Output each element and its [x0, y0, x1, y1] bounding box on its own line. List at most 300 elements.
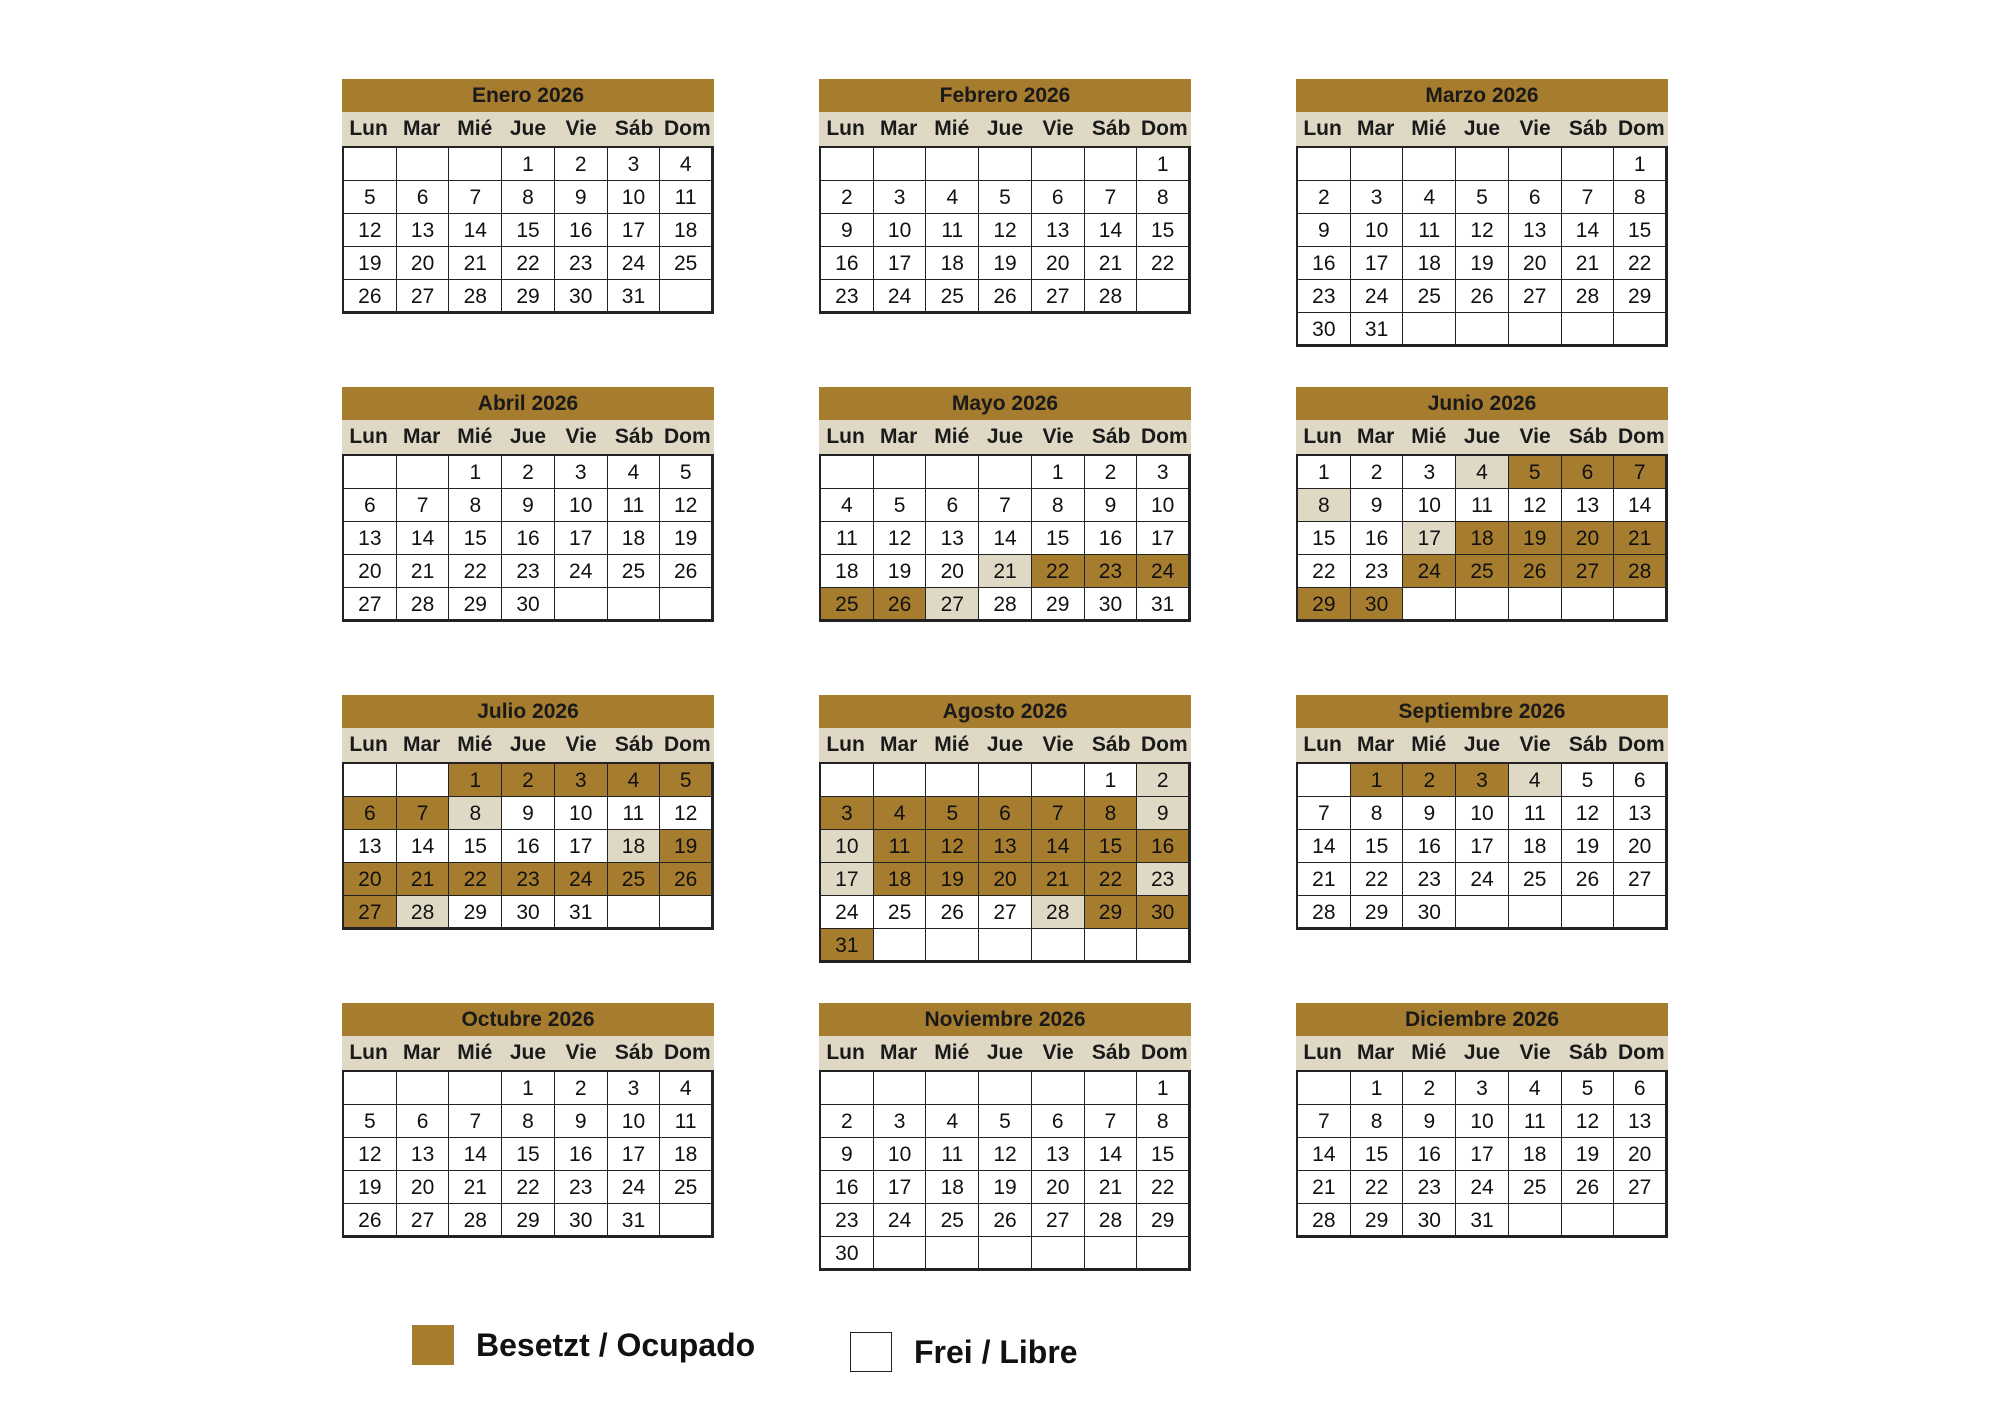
empty-day-cell	[660, 896, 713, 929]
day-cell: 12	[979, 214, 1032, 247]
day-cell: 19	[1562, 1138, 1615, 1171]
day-cell: 5	[344, 181, 397, 214]
day-cell: 6	[979, 797, 1032, 830]
day-cell: 19	[874, 555, 927, 588]
day-cell: 12	[926, 830, 979, 863]
day-cell: 6	[344, 797, 397, 830]
month-day-grid	[1296, 1070, 1668, 1238]
day-cell: 20	[344, 863, 397, 896]
day-cell: 10	[1137, 489, 1190, 522]
day-cell: 27	[397, 280, 450, 313]
empty-day-cell	[1614, 1204, 1667, 1237]
day-cell: 12	[874, 522, 927, 555]
weekday-label: Mar	[1357, 1041, 1395, 1064]
day-cell: 6	[1562, 456, 1615, 489]
day-cell: 28	[1085, 1204, 1138, 1237]
day-cell: 12	[344, 214, 397, 247]
day-cell: 13	[1562, 489, 1615, 522]
week-row	[1298, 148, 1667, 181]
weekday-label: Mar	[1357, 117, 1395, 140]
day-cell: 5	[660, 764, 713, 797]
day-cell: 21	[1298, 1171, 1351, 1204]
day-cell: 7	[1298, 1105, 1351, 1138]
empty-day-cell	[1456, 148, 1509, 181]
empty-day-cell	[1456, 588, 1509, 621]
week-row	[344, 247, 713, 280]
empty-day-cell	[1032, 1237, 1085, 1270]
weekday-label: Sáb	[614, 117, 654, 140]
day-cell: 22	[502, 1171, 555, 1204]
weekday-label: Lun	[1303, 425, 1342, 448]
empty-day-cell	[397, 148, 450, 181]
day-cell: 8	[1614, 181, 1667, 214]
month-day-grid	[819, 1070, 1191, 1271]
day-cell: 13	[1509, 214, 1562, 247]
day-cell: 4	[660, 1072, 713, 1105]
weekday-label: Dom	[1140, 733, 1188, 756]
week-row	[821, 522, 1190, 555]
week-row	[821, 181, 1190, 214]
day-cell: 17	[1137, 522, 1190, 555]
day-cell: 27	[344, 588, 397, 621]
weekday-label: Vie	[565, 117, 597, 140]
empty-day-cell	[1032, 1072, 1085, 1105]
weekday-label: Sáb	[1091, 733, 1131, 756]
month-calendar	[1296, 695, 1668, 930]
weekday-label: Sáb	[614, 425, 654, 448]
day-cell: 17	[874, 1171, 927, 1204]
day-cell: 19	[660, 522, 713, 555]
day-cell: 29	[1137, 1204, 1190, 1237]
empty-day-cell	[1562, 148, 1615, 181]
day-cell: 14	[1032, 830, 1085, 863]
day-cell: 27	[1032, 1204, 1085, 1237]
weekday-label: Vie	[1519, 425, 1551, 448]
weekday-label: Mié	[457, 733, 493, 756]
empty-day-cell	[449, 148, 502, 181]
empty-day-cell	[660, 588, 713, 621]
day-cell: 1	[1085, 764, 1138, 797]
week-row	[821, 830, 1190, 863]
day-cell: 2	[1085, 456, 1138, 489]
day-cell: 20	[397, 247, 450, 280]
day-cell: 21	[1085, 1171, 1138, 1204]
day-cell: 18	[821, 555, 874, 588]
day-cell: 7	[397, 489, 450, 522]
day-cell: 18	[874, 863, 927, 896]
day-cell: 18	[926, 247, 979, 280]
day-cell: 15	[1137, 214, 1190, 247]
day-cell: 15	[1085, 830, 1138, 863]
month-calendar	[342, 1003, 714, 1238]
day-cell: 29	[449, 896, 502, 929]
day-cell: 28	[449, 280, 502, 313]
month-day-grid	[342, 1070, 714, 1238]
weekday-label: Lun	[349, 425, 388, 448]
weekday-label: Mié	[457, 1041, 493, 1064]
weekday-label: Dom	[1617, 1041, 1665, 1064]
day-cell: 20	[1032, 247, 1085, 280]
empty-day-cell	[874, 1072, 927, 1105]
empty-day-cell	[1456, 313, 1509, 346]
day-cell: 22	[1351, 1171, 1404, 1204]
day-cell: 23	[1137, 863, 1190, 896]
day-cell: 2	[821, 181, 874, 214]
day-cell: 10	[1403, 489, 1456, 522]
month-title: Noviembre 2026	[819, 1003, 1191, 1036]
day-cell: 5	[1562, 764, 1615, 797]
weekday-label: Mar	[403, 117, 441, 140]
day-cell: 10	[608, 181, 661, 214]
day-cell: 11	[1403, 214, 1456, 247]
day-cell: 11	[1509, 797, 1562, 830]
day-cell: 17	[1403, 522, 1456, 555]
weekday-label: Mar	[403, 1041, 441, 1064]
day-cell: 26	[1562, 863, 1615, 896]
day-cell: 30	[1403, 896, 1456, 929]
weekday-label: Mar	[403, 425, 441, 448]
month-day-grid	[1296, 762, 1668, 930]
weekday-label: Dom	[1617, 733, 1665, 756]
day-cell: 23	[1403, 1171, 1456, 1204]
week-row	[344, 1138, 713, 1171]
day-cell: 14	[1085, 1138, 1138, 1171]
month-calendar	[1296, 79, 1668, 347]
day-cell: 27	[1614, 1171, 1667, 1204]
day-cell: 31	[1137, 588, 1190, 621]
weekday-label: Sáb	[614, 733, 654, 756]
empty-day-cell	[979, 1237, 1032, 1270]
weekday-label: Dom	[663, 425, 711, 448]
week-row	[1298, 555, 1667, 588]
day-cell: 3	[608, 1072, 661, 1105]
day-cell: 22	[1032, 555, 1085, 588]
day-cell: 3	[608, 148, 661, 181]
day-cell: 6	[1032, 1105, 1085, 1138]
week-row	[1298, 830, 1667, 863]
week-row	[344, 280, 713, 313]
day-cell: 2	[1351, 456, 1404, 489]
day-cell: 30	[555, 1204, 608, 1237]
weekday-label: Vie	[1042, 117, 1074, 140]
empty-day-cell	[1137, 1237, 1190, 1270]
empty-day-cell	[608, 588, 661, 621]
day-cell: 7	[1614, 456, 1667, 489]
day-cell: 26	[660, 555, 713, 588]
day-cell: 11	[608, 797, 661, 830]
day-cell: 26	[979, 1204, 1032, 1237]
empty-day-cell	[1614, 313, 1667, 346]
weekday-label: Lun	[1303, 1041, 1342, 1064]
day-cell: 19	[344, 1171, 397, 1204]
weekday-label: Dom	[1140, 117, 1188, 140]
weekday-label: Mié	[934, 1041, 970, 1064]
week-row	[344, 797, 713, 830]
day-cell: 9	[1403, 1105, 1456, 1138]
day-cell: 11	[926, 214, 979, 247]
empty-day-cell	[821, 764, 874, 797]
day-cell: 25	[926, 1204, 979, 1237]
day-cell: 1	[1351, 764, 1404, 797]
day-cell: 26	[344, 1204, 397, 1237]
week-row	[344, 522, 713, 555]
day-cell: 5	[874, 489, 927, 522]
month-title: Junio 2026	[1296, 387, 1668, 420]
week-row	[344, 830, 713, 863]
day-cell: 30	[821, 1237, 874, 1270]
day-cell: 25	[821, 588, 874, 621]
day-cell: 13	[926, 522, 979, 555]
day-cell: 18	[608, 522, 661, 555]
month-calendar	[819, 387, 1191, 622]
week-row	[1298, 181, 1667, 214]
day-cell: 19	[926, 863, 979, 896]
day-cell: 25	[660, 1171, 713, 1204]
weekday-label: Jue	[986, 1041, 1024, 1064]
empty-day-cell	[926, 148, 979, 181]
empty-day-cell	[1614, 896, 1667, 929]
week-row	[344, 1105, 713, 1138]
weekday-label: Mié	[934, 117, 970, 140]
day-cell: 17	[821, 863, 874, 896]
day-cell: 7	[449, 181, 502, 214]
day-cell: 25	[608, 863, 661, 896]
day-cell: 27	[344, 896, 397, 929]
day-cell: 16	[502, 522, 555, 555]
day-cell: 26	[1456, 280, 1509, 313]
day-cell: 26	[1562, 1171, 1615, 1204]
day-cell: 8	[1137, 1105, 1190, 1138]
weekday-label: Lun	[1303, 733, 1342, 756]
day-cell: 12	[660, 797, 713, 830]
month-title: Agosto 2026	[819, 695, 1191, 728]
week-row	[344, 555, 713, 588]
day-cell: 21	[1562, 247, 1615, 280]
day-cell: 13	[344, 522, 397, 555]
weekday-label: Jue	[986, 733, 1024, 756]
month-day-grid	[342, 454, 714, 622]
day-cell: 23	[1298, 280, 1351, 313]
day-cell: 3	[1456, 764, 1509, 797]
day-cell: 28	[1562, 280, 1615, 313]
day-cell: 24	[555, 863, 608, 896]
day-cell: 18	[926, 1171, 979, 1204]
day-cell: 22	[1614, 247, 1667, 280]
day-cell: 6	[1614, 764, 1667, 797]
day-cell: 16	[555, 214, 608, 247]
day-cell: 22	[502, 247, 555, 280]
weekday-label: Sáb	[614, 1041, 654, 1064]
day-cell: 15	[502, 214, 555, 247]
day-cell: 4	[926, 181, 979, 214]
day-cell: 18	[1403, 247, 1456, 280]
day-cell: 10	[555, 797, 608, 830]
month-calendar	[342, 695, 714, 930]
day-cell: 16	[1351, 522, 1404, 555]
day-cell: 27	[1562, 555, 1615, 588]
week-row	[344, 1204, 713, 1237]
day-cell: 11	[608, 489, 661, 522]
weekday-label: Jue	[509, 117, 547, 140]
day-cell: 1	[449, 456, 502, 489]
weekday-label: Dom	[1617, 425, 1665, 448]
empty-day-cell	[926, 1072, 979, 1105]
day-cell: 8	[1351, 797, 1404, 830]
day-cell: 12	[344, 1138, 397, 1171]
day-cell: 14	[1085, 214, 1138, 247]
day-cell: 26	[1509, 555, 1562, 588]
day-cell: 1	[1137, 148, 1190, 181]
day-cell: 21	[397, 555, 450, 588]
empty-day-cell	[926, 456, 979, 489]
month-day-grid	[819, 146, 1191, 314]
month-day-grid	[819, 454, 1191, 622]
day-cell: 1	[1032, 456, 1085, 489]
empty-day-cell	[344, 764, 397, 797]
day-cell: 26	[926, 896, 979, 929]
day-cell: 23	[821, 280, 874, 313]
day-cell: 1	[1351, 1072, 1404, 1105]
day-cell: 6	[397, 181, 450, 214]
day-cell: 16	[1403, 1138, 1456, 1171]
day-cell: 24	[874, 280, 927, 313]
empty-day-cell	[1085, 148, 1138, 181]
day-cell: 14	[397, 830, 450, 863]
weekday-label: Jue	[1463, 425, 1501, 448]
empty-day-cell	[1298, 1072, 1351, 1105]
empty-day-cell	[660, 1204, 713, 1237]
day-cell: 16	[502, 830, 555, 863]
weekday-label: Mié	[1411, 733, 1447, 756]
day-cell: 16	[821, 247, 874, 280]
day-cell: 12	[1562, 797, 1615, 830]
weekday-header-row	[342, 420, 714, 454]
day-cell: 5	[926, 797, 979, 830]
day-cell: 9	[1085, 489, 1138, 522]
weekday-label: Vie	[565, 1041, 597, 1064]
week-row	[344, 489, 713, 522]
day-cell: 2	[502, 456, 555, 489]
day-cell: 14	[1298, 1138, 1351, 1171]
day-cell: 2	[555, 148, 608, 181]
day-cell: 17	[1456, 830, 1509, 863]
weekday-label: Mié	[1411, 117, 1447, 140]
day-cell: 3	[821, 797, 874, 830]
day-cell: 19	[1562, 830, 1615, 863]
day-cell: 9	[502, 489, 555, 522]
weekday-label: Vie	[565, 733, 597, 756]
day-cell: 22	[1298, 555, 1351, 588]
week-row	[821, 797, 1190, 830]
week-row	[1298, 588, 1667, 621]
weekday-label: Vie	[1519, 117, 1551, 140]
day-cell: 6	[344, 489, 397, 522]
day-cell: 26	[344, 280, 397, 313]
day-cell: 4	[1456, 456, 1509, 489]
week-row	[344, 456, 713, 489]
day-cell: 20	[397, 1171, 450, 1204]
weekday-header-row	[1296, 112, 1668, 146]
empty-day-cell	[1509, 148, 1562, 181]
weekday-label: Sáb	[1568, 1041, 1608, 1064]
week-row	[821, 1171, 1190, 1204]
week-row	[344, 588, 713, 621]
day-cell: 11	[874, 830, 927, 863]
empty-day-cell	[1085, 1237, 1138, 1270]
day-cell: 4	[1403, 181, 1456, 214]
day-cell: 15	[1351, 1138, 1404, 1171]
week-row	[1298, 764, 1667, 797]
day-cell: 16	[1137, 830, 1190, 863]
weekday-label: Jue	[509, 425, 547, 448]
day-cell: 29	[1298, 588, 1351, 621]
day-cell: 9	[1403, 797, 1456, 830]
day-cell: 9	[821, 1138, 874, 1171]
day-cell: 21	[1032, 863, 1085, 896]
empty-day-cell	[397, 1072, 450, 1105]
day-cell: 5	[1562, 1072, 1615, 1105]
week-row	[821, 555, 1190, 588]
day-cell: 10	[608, 1105, 661, 1138]
day-cell: 28	[1298, 1204, 1351, 1237]
day-cell: 31	[608, 1204, 661, 1237]
day-cell: 7	[1298, 797, 1351, 830]
day-cell: 30	[555, 280, 608, 313]
weekday-label: Lun	[349, 1041, 388, 1064]
day-cell: 16	[1403, 830, 1456, 863]
week-row	[1298, 280, 1667, 313]
day-cell: 25	[926, 280, 979, 313]
day-cell: 2	[1137, 764, 1190, 797]
day-cell: 14	[1562, 214, 1615, 247]
day-cell: 13	[979, 830, 1032, 863]
day-cell: 29	[449, 588, 502, 621]
day-cell: 3	[874, 181, 927, 214]
day-cell: 4	[926, 1105, 979, 1138]
weekday-label: Dom	[663, 1041, 711, 1064]
day-cell: 21	[1085, 247, 1138, 280]
day-cell: 23	[502, 863, 555, 896]
day-cell: 6	[1509, 181, 1562, 214]
day-cell: 30	[1085, 588, 1138, 621]
weekday-label: Mar	[880, 1041, 918, 1064]
day-cell: 14	[397, 522, 450, 555]
day-cell: 26	[979, 280, 1032, 313]
day-cell: 9	[1137, 797, 1190, 830]
day-cell: 16	[555, 1138, 608, 1171]
weekday-label: Mié	[1411, 425, 1447, 448]
day-cell: 31	[1351, 313, 1404, 346]
legend-free-label: Frei / Libre	[914, 1333, 1078, 1370]
weekday-header-row	[1296, 420, 1668, 454]
empty-day-cell	[344, 456, 397, 489]
month-calendar	[819, 79, 1191, 314]
weekday-label: Dom	[663, 733, 711, 756]
day-cell: 5	[1509, 456, 1562, 489]
empty-day-cell	[979, 764, 1032, 797]
week-row	[1298, 1204, 1667, 1237]
day-cell: 18	[1509, 1138, 1562, 1171]
week-row	[821, 764, 1190, 797]
day-cell: 23	[555, 1171, 608, 1204]
day-cell: 22	[1351, 863, 1404, 896]
weekday-header-row	[342, 1036, 714, 1070]
weekday-label: Lun	[349, 117, 388, 140]
day-cell: 3	[874, 1105, 927, 1138]
day-cell: 28	[1614, 555, 1667, 588]
month-title: Mayo 2026	[819, 387, 1191, 420]
day-cell: 25	[1509, 863, 1562, 896]
